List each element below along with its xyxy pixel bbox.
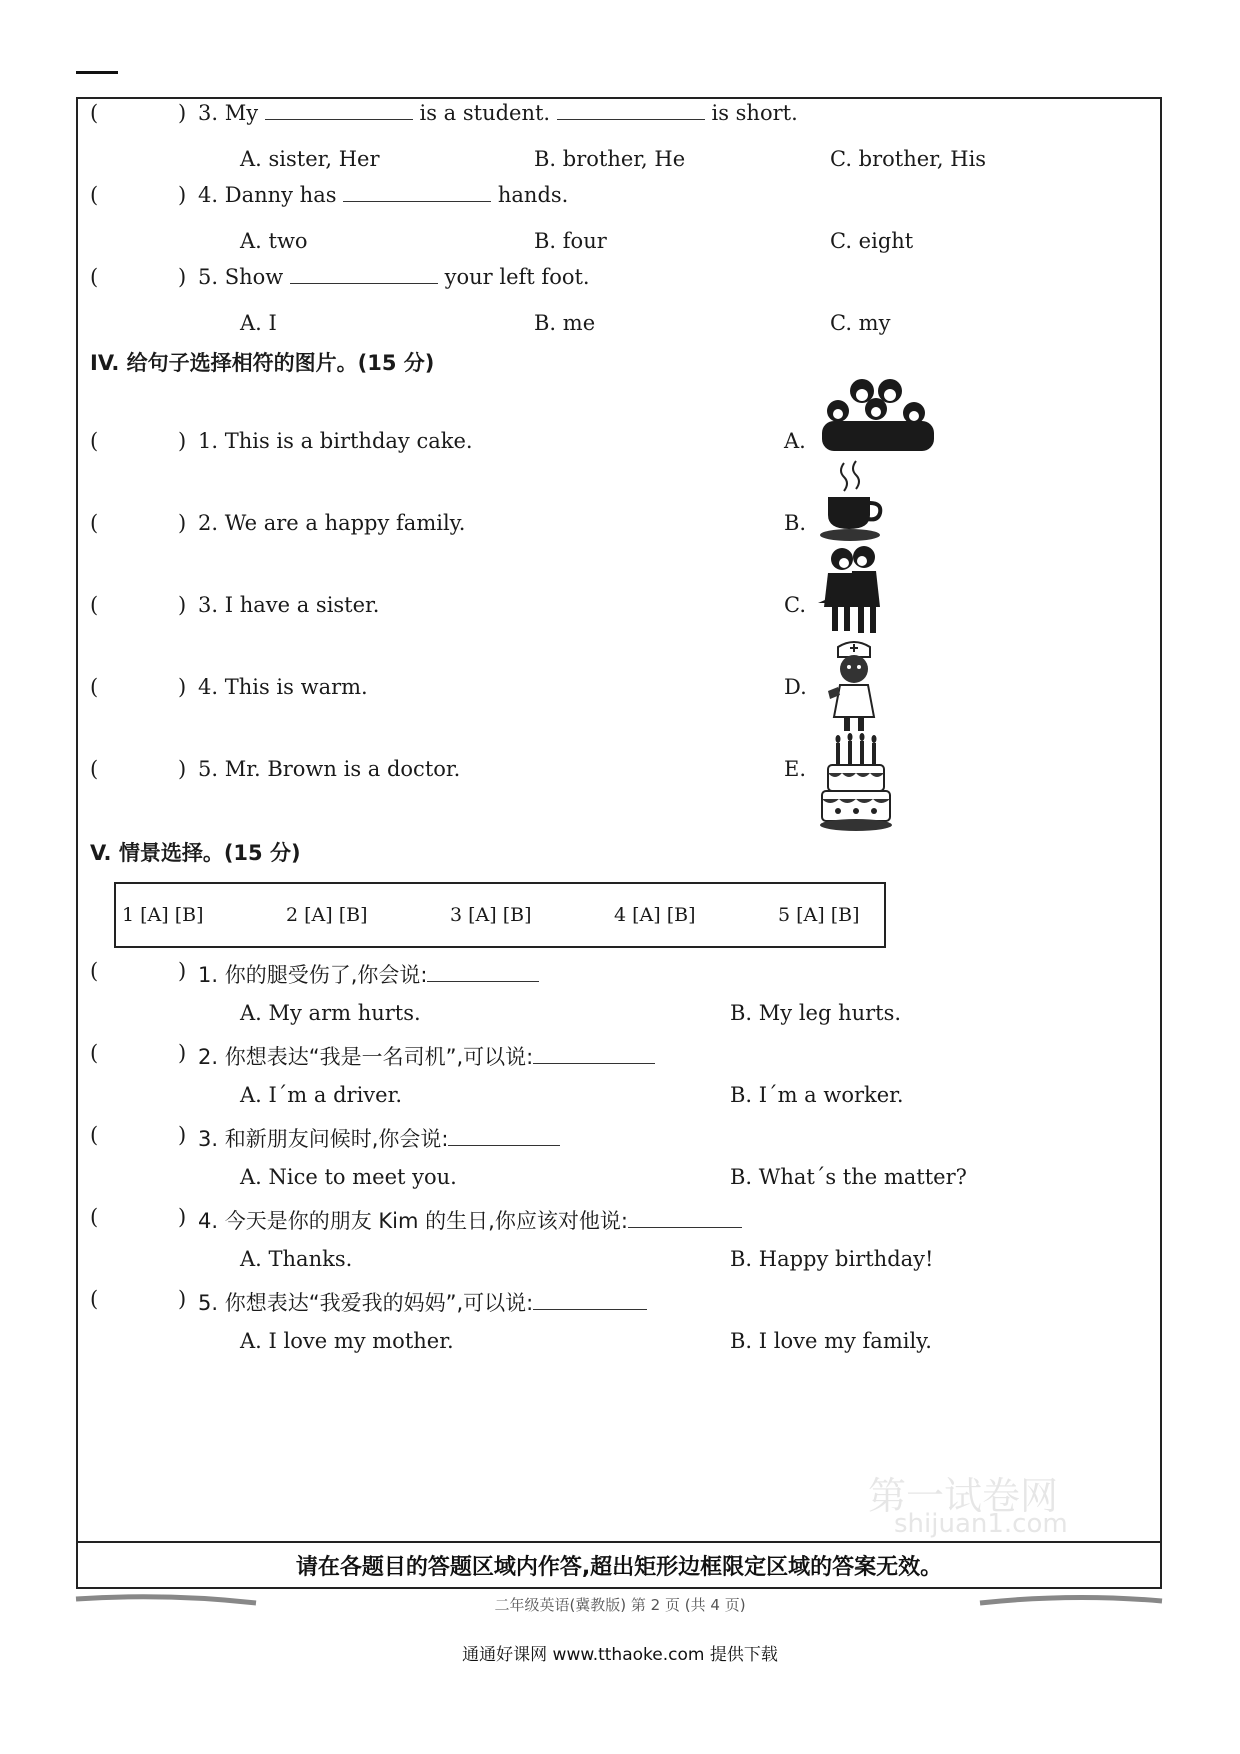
answer-blank[interactable] <box>343 183 491 202</box>
download-credit: 通通好课网 www.tthaoke.com 提供下载 <box>462 1645 778 1665</box>
situation-question-text: 3. 和新朋友问候时,你会说: <box>198 1123 560 1153</box>
match-question-text: 4. This is warm. <box>198 675 368 699</box>
option-b: B. My leg hurts. <box>730 1001 902 1025</box>
picture-letter: D. <box>784 675 807 699</box>
answer-blank[interactable] <box>557 101 705 120</box>
doctor-icon <box>818 639 888 735</box>
option-a: A. Nice to meet you. <box>240 1165 457 1189</box>
answer-choice-2[interactable]: 2 [A] [B] <box>286 904 368 926</box>
answer-blank[interactable] <box>290 265 438 284</box>
picture-letter: E. <box>784 757 807 781</box>
situation-question-text: 5. 你想表达“我爱我的妈妈”,可以说: <box>198 1287 647 1317</box>
option-a: A. I <box>240 311 277 335</box>
birthday-cake-icon <box>818 733 894 833</box>
option-a: A. sister, Her <box>240 147 380 171</box>
option-a: A. I´m a driver. <box>240 1083 402 1107</box>
answer-choice-3[interactable]: 3 [A] [B] <box>450 904 532 926</box>
answer-blank[interactable] <box>427 963 539 982</box>
match-question-text: 1. This is a birthday cake. <box>198 429 473 453</box>
section-title-iv: IV. 给句子选择相符的图片。(15 分) <box>90 351 435 375</box>
option-b: B. brother, He <box>534 147 686 171</box>
two-girls-hugging-icon <box>814 545 890 641</box>
option-b: B. four <box>534 229 607 253</box>
match-question-text: 5. Mr. Brown is a doctor. <box>198 757 461 781</box>
answer-blank[interactable] <box>533 1045 655 1064</box>
picture-letter: B. <box>784 511 807 535</box>
match-question-text: 2. We are a happy family. <box>198 511 466 535</box>
q-number: 3. <box>198 101 219 125</box>
situation-question-text: 2. 你想表达“我是一名司机”,可以说: <box>198 1041 655 1071</box>
option-b: B. Happy birthday! <box>730 1247 934 1271</box>
answer-choice-5[interactable]: 5 [A] [B] <box>778 904 860 926</box>
option-b: B. I love my family. <box>730 1329 932 1353</box>
option-a: A. two <box>240 229 308 253</box>
option-c: C. brother, His <box>830 147 987 171</box>
picture-letter: A. <box>784 429 806 453</box>
answer-blank[interactable] <box>533 1291 647 1310</box>
option-a: A. Thanks. <box>240 1247 353 1271</box>
answer-blank[interactable] <box>448 1127 560 1146</box>
answer-choice-1[interactable]: 1 [A] [B] <box>122 904 204 926</box>
answer-card-box <box>114 882 886 948</box>
option-a: A. I love my mother. <box>240 1329 454 1353</box>
option-b: B. What´s the matter? <box>730 1165 967 1189</box>
option-b: B. I´m a worker. <box>730 1083 904 1107</box>
section-title-v: V. 情景选择。(15 分) <box>90 841 301 865</box>
option-c: C. my <box>830 311 891 335</box>
top-corner-mark <box>76 71 118 74</box>
hot-cup-icon <box>818 459 888 545</box>
watermark-text: 第一试卷网 <box>868 1474 1059 1518</box>
page-footer: 二年级英语(冀教版) 第 2 页 (共 4 页) <box>494 1596 746 1614</box>
picture-letter: C. <box>784 593 806 617</box>
answer-blank[interactable] <box>628 1209 742 1228</box>
match-question-text: 3. I have a sister. <box>198 593 380 617</box>
situation-question-text: 1. 你的腿受伤了,你会说: <box>198 959 539 989</box>
option-b: B. me <box>534 311 596 335</box>
answer-frame: ( ) 3. My is a student. is short. A. sister, Her B. brother, He C. brother, His ( ) 4. Danny has hands. A. two B. four C. eight ( ) 5. Show your left foot. A. I B. me C. my IV. 给句子选择相符的图片。(15 分) ( ) 1. This is a birthday cake. A. ( ) 2. We are a happy family. B. ( ) 3. I have a sister. C. ( ) 4. This is warm. D. ( ) 5. Mr. Brown is a doctor. E. V. 情景选择。(15 分) 1 [A] [B] 2 [A] [B] 3 [A] [B] 4 [A] [B] 5 [A] [B] ( ) 1. 你的腿受伤了,你会说: A. My arm hurts. B. My leg hurts. ( ) 2. 你想表达“我是一名司机”,可以说: A. I´m a driver. B. I´m a worker. ( ) 3. 和新朋友问候时,你会说: A. Nice to meet you. B. What´s the matter? ( ) 4. 今天是你的朋友 Kim 的生日,你应该对他说: A. Thanks. B. Happy birthday! ( ) 5. 你想表达“我爱我的妈妈”,可以说: A. I love my mother. B. I love my family. 第一试卷网 shijuan1.com 请在各题目的答题区域内作答,超出矩形边框限定区域的答案无效。 <box>76 97 1162 1589</box>
option-c: C. eight <box>830 229 914 253</box>
option-a: A. My arm hurts. <box>240 1001 421 1025</box>
answer-blank[interactable] <box>265 101 413 120</box>
family-group-icon <box>814 377 942 453</box>
footer-notice: 请在各题目的答题区域内作答,超出矩形边框限定区域的答案无效。 <box>78 1541 1160 1587</box>
situation-question-text: 4. 今天是你的朋友 Kim 的生日,你应该对他说: <box>198 1205 742 1235</box>
watermark-url: shijuan1.com <box>894 1509 1068 1539</box>
answer-choice-4[interactable]: 4 [A] [B] <box>614 904 696 926</box>
